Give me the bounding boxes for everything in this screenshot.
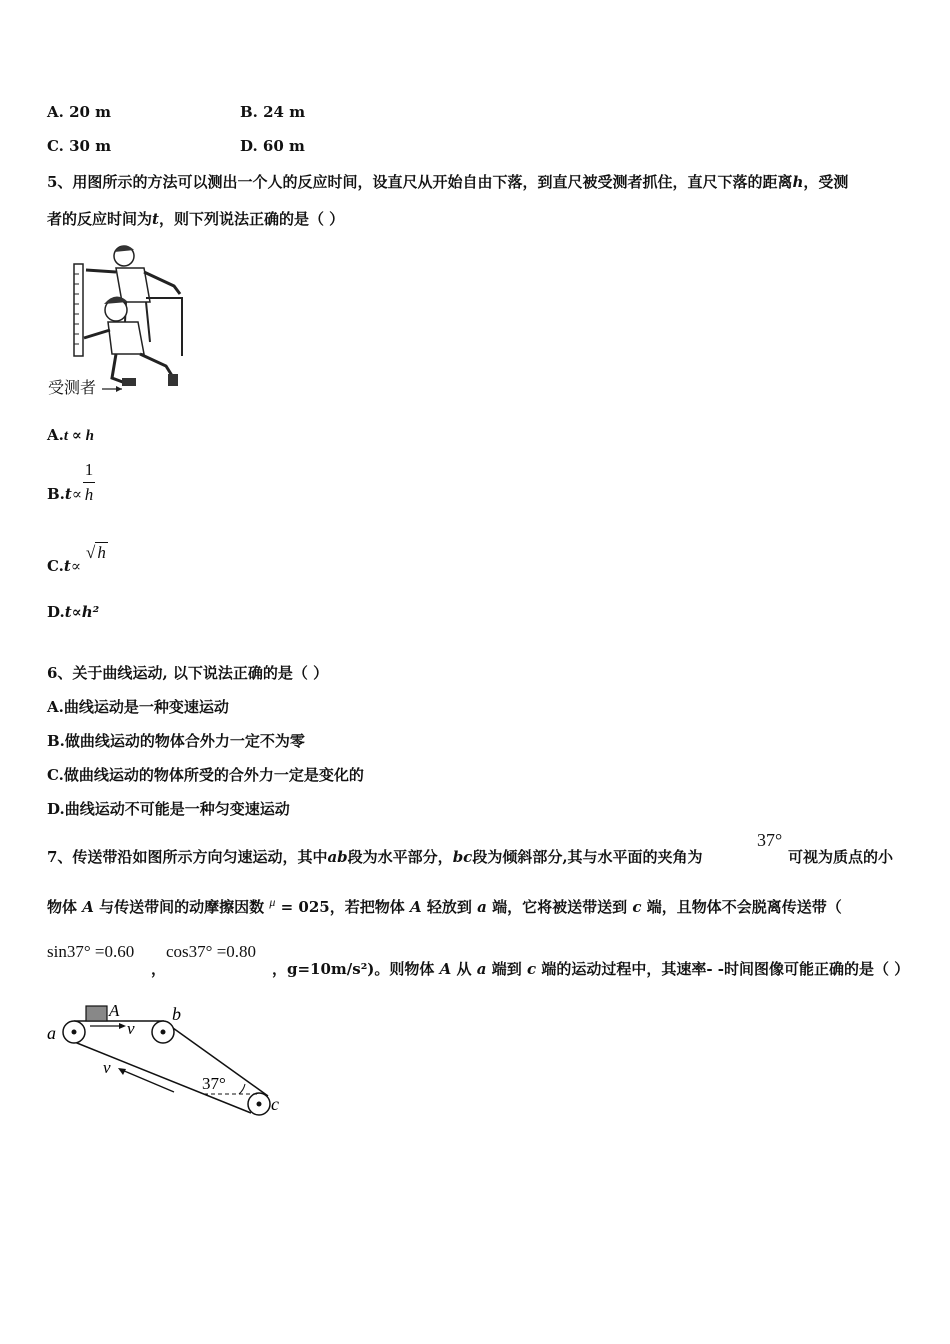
q6-stem: 6、关于曲线运动, 以下说法正确的是（ ） [47, 664, 329, 682]
q5-line1-prefix: 5、用图所示的方法可以测出一个人的反应时间，设直尺从开始自由下落，到直尺被受测者抓住，直尺下落的距离 [47, 173, 793, 191]
q7-sin-value: sin37° =0.60 [47, 942, 135, 961]
q7-line2-part2: 与传送带间的动摩擦因数 [99, 898, 265, 916]
q7-line1-part3: 段为倾斜部分,其与水平面的夹角为 [472, 848, 703, 866]
q5-option-b-denominator: h [84, 485, 94, 504]
label-a: a [47, 1023, 56, 1043]
q7-var-mu: μ [269, 895, 276, 909]
q7-line3-rest: 端的运动过程中，其速率- -时间图像可能正确的是（ ） [541, 960, 910, 978]
q5-line1-suffix: ，受测 [803, 173, 849, 191]
block-A [86, 1006, 107, 1021]
q7-angle-37: 37° [757, 830, 783, 850]
q7-var-a-2: a [476, 960, 487, 978]
q7-var-a: a [477, 898, 487, 916]
pulley-a [63, 1021, 85, 1043]
q7-line1-part2: 段为水平部分， [347, 848, 453, 866]
q7-line3-to: 端到 [491, 960, 522, 978]
q7-stem-line2 [47, 895, 842, 917]
q7-var-A-2: A [409, 898, 422, 916]
sqrt-icon: √ [86, 543, 96, 562]
q7-line1-part1: 7、传送带沿如图所示方向匀速运动，其中 [47, 848, 328, 866]
q5-option-b-numerator: 1 [84, 460, 94, 479]
q5-figure-label: 受测者 [48, 378, 97, 397]
label-b: b [172, 1004, 181, 1024]
q4-option-a: A. 20 m [47, 103, 112, 121]
q5-option-c-label: C. [47, 557, 64, 575]
label-angle: 37° [202, 1074, 226, 1093]
q7-line2-part4: 轻放到 [426, 898, 472, 916]
pulley-c [248, 1093, 270, 1115]
q5-option-b-fraction [83, 460, 95, 505]
q6-option-a: A.曲线运动是一种变速运动 [47, 698, 229, 716]
q7-line1-part4: 可视为质点的小 [788, 848, 894, 866]
q5-option-c-radicand: h [97, 543, 106, 562]
q5-option-c-sqrt [86, 543, 108, 563]
q5-option-b-prop: ∝ [71, 487, 82, 503]
q5-option-a-label: A. [47, 426, 64, 444]
subject-person-icon [84, 296, 178, 386]
q7-comma: ， [151, 960, 167, 978]
q7-var-c: c [632, 898, 642, 916]
q5-stem-line1 [47, 171, 848, 192]
q7-stem-line3 [272, 958, 909, 979]
q7-line2-part3: = 025，若把物体 [280, 898, 405, 916]
q6-option-c: C.做曲线运动的物体所受的合外力一定是变化的 [47, 766, 364, 784]
q7-var-ab: ab [327, 848, 348, 866]
q5-option-c [47, 557, 81, 576]
q5-option-a [47, 426, 94, 445]
q7-line3-part1: ，g=10m/s²)。则物体 [272, 960, 435, 978]
q7-cos-value: cos37° =0.80 [166, 942, 257, 961]
q5-stem-line2 [47, 208, 344, 229]
q7-line3-from: 从 [456, 960, 472, 978]
q5-line2-suffix: ，则下列说法正确的是（ ） [158, 210, 345, 228]
label-v-bottom: v [103, 1058, 111, 1077]
q5-var-t: t [152, 210, 159, 228]
q5-var-h: h [792, 173, 804, 191]
q4-option-c: C. 30 m [47, 137, 112, 155]
q5-option-a-formula: t ∝ h [63, 428, 94, 444]
arrow-right-icon [119, 1023, 126, 1029]
q6-option-b: B.做曲线运动的物体合外力一定不为零 [47, 732, 305, 750]
pulley-b [152, 1021, 174, 1043]
q4-option-b: B. 24 m [240, 103, 306, 121]
q7-line2-part1: 物体 [47, 898, 78, 916]
q5-option-b [47, 485, 82, 504]
q5-option-d [47, 603, 99, 621]
q7-var-A-3: A [439, 960, 452, 978]
q5-option-b-label: B. [47, 485, 65, 503]
q7-var-bc: bc [452, 848, 473, 866]
q5-line2-prefix: 者的反应时间为 [47, 210, 153, 228]
q7-conveyor-figure [44, 996, 294, 1120]
q5-option-b-var: t [64, 485, 72, 503]
q5-option-d-formula: t∝h² [64, 603, 100, 621]
fraction-bar [83, 482, 95, 483]
ruler-shape [74, 264, 83, 356]
q5-option-c-var: t [63, 557, 71, 575]
q7-line2-part6: 端，且物体不会脱离传送带（ [646, 898, 842, 916]
q7-line2-part5: 端，它将被送带送到 [492, 898, 628, 916]
q7-stem-line1 [47, 846, 703, 867]
q5-option-d-label: D. [47, 603, 65, 621]
angle-arc [239, 1084, 245, 1094]
label-c: c [271, 1094, 279, 1114]
q5-option-c-prop: ∝ [70, 559, 81, 575]
q7-var-c-2: c [526, 960, 537, 978]
label-v-top: v [127, 1019, 135, 1038]
q6-option-d: D.曲线运动不可能是一种匀变速运动 [47, 800, 290, 818]
label-block-A: A [109, 1001, 120, 1020]
q4-option-d: D. 60 m [240, 137, 305, 155]
q7-var-A: A [82, 898, 94, 916]
